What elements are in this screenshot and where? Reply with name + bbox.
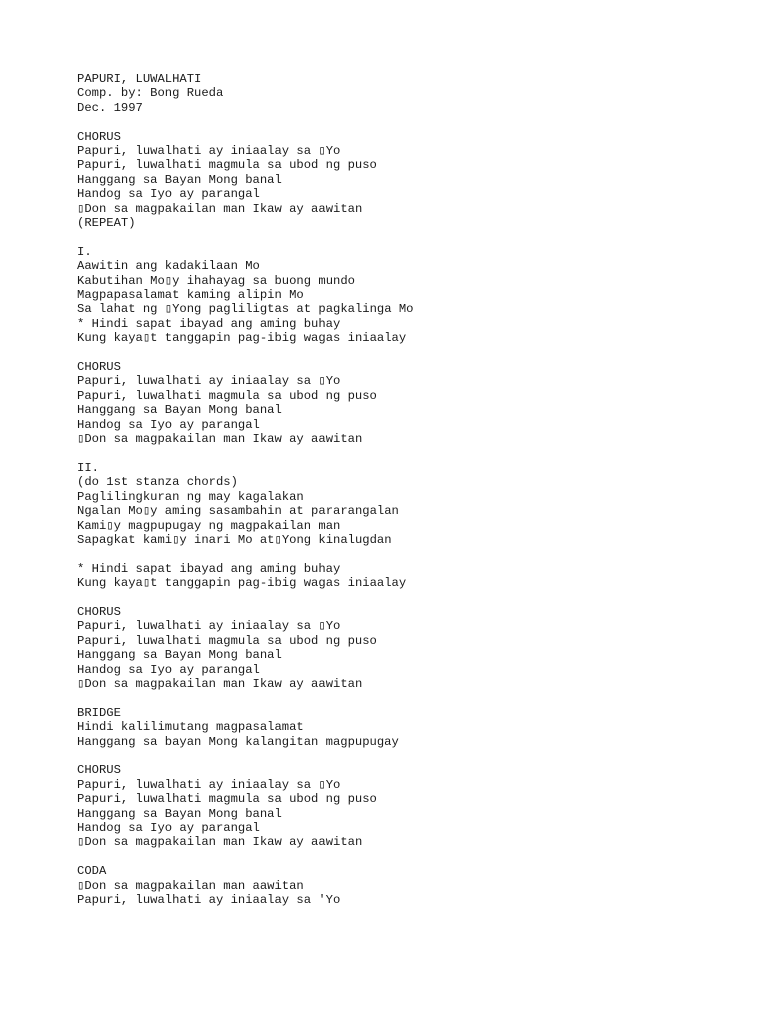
section-label: BRIDGE [77,705,121,720]
lyric-line: Papuri, luwalhati ay iniaalay sa 'Yo [77,893,341,908]
lyric-line: Hanggang sa Bayan Mong banal [77,172,282,187]
section-label: CODA [77,864,107,879]
lyric-line: ▯Don sa magpakailan man Ikaw ay aawitan [77,432,363,447]
lyric-line: Papuri, luwalhati ay iniaalay sa ▯Yo [77,619,341,634]
lyrics-section [77,605,757,691]
lyric-line: ▯Don sa magpakailan man Ikaw ay aawitan [77,676,363,691]
lyric-line: Papuri, luwalhati ay iniaalay sa ▯Yo [77,144,341,159]
lyric-line: Papuri, luwalhati magmula sa ubod ng puso [77,388,377,403]
lyrics-section [77,245,757,346]
lyrics-section [77,864,757,907]
lyric-line: Handog sa Iyo ay parangal [77,417,260,432]
lyric-line: Kung kaya▯t tanggapin pag-ibig wagas iniaalay [77,331,407,346]
section-label: I. [77,244,92,259]
lyric-line: Handog sa Iyo ay parangal [77,662,260,677]
section-label: CHORUS [77,360,121,375]
lyric-line: ▯Don sa magpakailan man Ikaw ay aawitan [77,835,363,850]
lyrics-section [77,763,757,849]
lyric-line: Sapagkat kami▯y inari Mo at▯Yong kinalugdan [77,532,392,547]
lyric-line: Handog sa Iyo ay parangal [77,821,260,835]
lyric-line: Kabutihan Mo▯y ihahayag sa buong mundo [77,273,355,288]
lyric-line: (do 1st stanza chords) [77,475,238,490]
lyric-line: Hanggang sa Bayan Mong banal [77,403,282,418]
composition-date: Dec. 1997 [77,100,143,115]
lyric-line: Papuri, luwalhati magmula sa ubod ng puso [77,158,377,173]
lyric-line: * Hindi sapat ibayad ang aming buhay [77,316,341,331]
lyrics-section [77,360,757,446]
lyrics-sections [77,130,757,908]
lyric-line: Magpapasalamat kaming alipin Mo [77,288,304,303]
lyric-line: ▯Don sa magpakailan man Ikaw ay aawitan [77,201,363,216]
header-block [77,72,757,115]
lyric-line: * Hindi sapat ibayad ang aming buhay [77,561,341,576]
lyric-line: Hanggang sa bayan Mong kalangitan magpupugay [77,734,399,749]
lyric-line: Kami▯y magpupugay ng magpakailan man [77,518,341,533]
lyric-line: Papuri, luwalhati ay iniaalay sa ▯Yo [77,374,341,389]
lyrics-document [77,72,757,922]
section-label: CHORUS [77,763,121,778]
lyric-line: Ngalan Mo▯y aming sasambahin at pararangalan [77,504,399,519]
lyric-line: Paglilingkuran ng may kagalakan [77,489,304,504]
lyric-line: Hanggang sa Bayan Mong banal [77,806,282,821]
lyric-line: Hanggang sa Bayan Mong banal [77,648,282,663]
section-label: II. [77,460,99,475]
composer-credit: Comp. by: Bong Rueda [77,86,224,101]
song-title: PAPURI, LUWALHATI [77,72,202,86]
lyric-line: ▯Don sa magpakailan man aawitan [77,878,304,893]
section-label: CHORUS [77,129,121,144]
lyrics-section [77,130,757,231]
lyric-line: Papuri, luwalhati magmula sa ubod ng puso [77,792,377,807]
lyric-line: Papuri, luwalhati ay iniaalay sa ▯Yo [77,777,341,792]
section-label: CHORUS [77,604,121,619]
lyric-line: Sa lahat ng ▯Yong pagliligtas at pagkalinga Mo [77,302,414,317]
lyric-line: Aawitin ang kadakilaan Mo [77,259,260,274]
lyric-line: Papuri, luwalhati magmula sa ubod ng puso [77,633,377,648]
lyric-line: Kung kaya▯t tanggapin pag-ibig wagas iniaalay [77,576,407,591]
lyrics-section [77,706,757,749]
lyric-line: Handog sa Iyo ay parangal [77,187,260,202]
lyric-line: Hindi kalilimutang magpasalamat [77,720,304,735]
lyrics-section [77,461,757,547]
lyric-line: (REPEAT) [77,216,136,231]
lyrics-section [77,562,757,591]
